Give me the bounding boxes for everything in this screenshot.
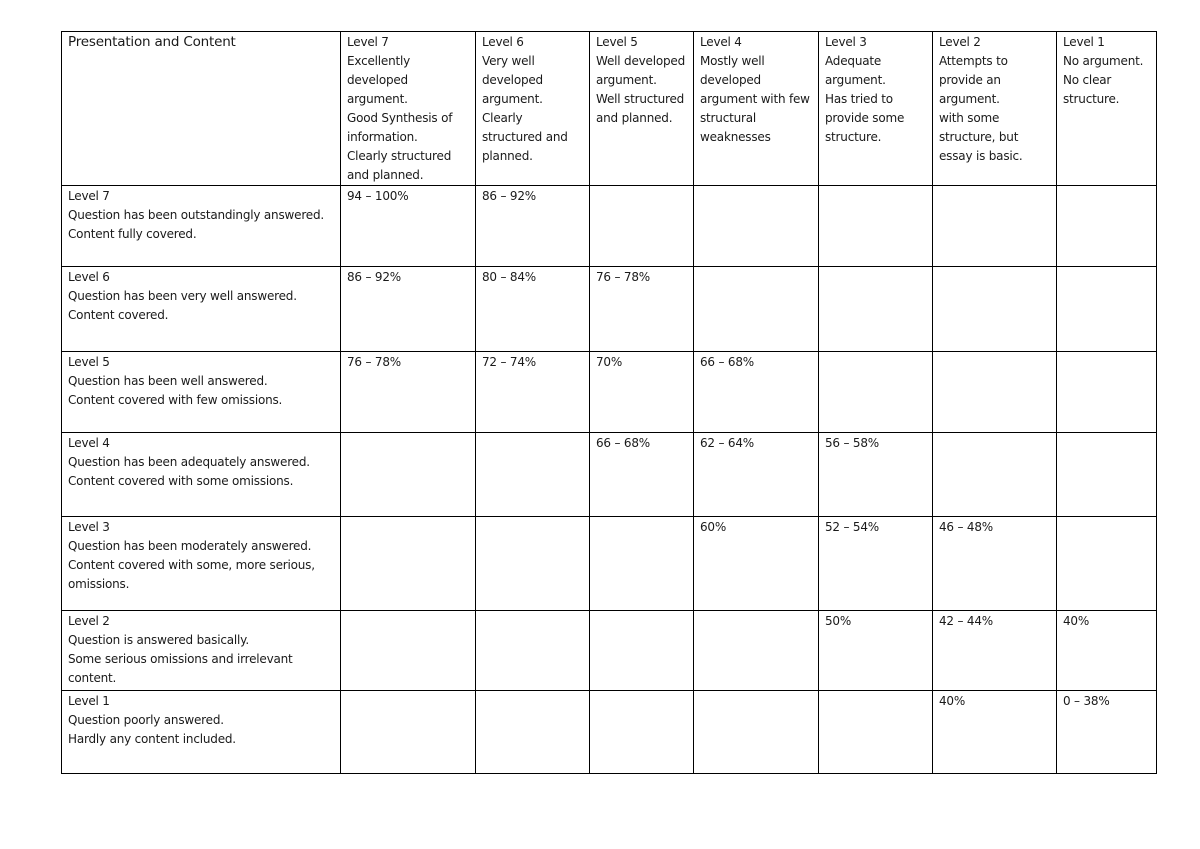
table-cell: 46 – 48%	[933, 517, 1057, 611]
table-cell	[1057, 186, 1157, 267]
row-header-level-5: Level 5 Question has been well answered. Content covered with few omissions.	[62, 352, 341, 433]
table-cell	[933, 186, 1057, 267]
table-cell	[933, 352, 1057, 433]
row-header-level-7: Level 7 Question has been outstandingly answered. Content fully covered.	[62, 186, 341, 267]
table-row	[62, 186, 1157, 267]
table-cell	[590, 186, 694, 267]
table-cell	[590, 611, 694, 691]
table-cell	[341, 517, 476, 611]
table-cell	[476, 611, 590, 691]
table-cell	[476, 517, 590, 611]
row-header-level-1: Level 1 Question poorly answered. Hardly any content included.	[62, 691, 341, 774]
column-header-level-7: Level 7 Excellently developed argument. Good Synthesis of information. Clearly structured and planned.	[341, 32, 476, 186]
column-header-level-4: Level 4 Mostly well developed argument with few structural weaknesses	[694, 32, 819, 186]
table-cell: 40%	[933, 691, 1057, 774]
table-cell: 76 – 78%	[590, 267, 694, 352]
column-header-level-3: Level 3 Adequate argument. Has tried to provide some structure.	[819, 32, 933, 186]
row-header-level-4: Level 4 Question has been adequately answered. Content covered with some omissions.	[62, 433, 341, 517]
table-cell	[1057, 267, 1157, 352]
table-cell	[694, 691, 819, 774]
table-cell	[819, 352, 933, 433]
table-cell	[694, 611, 819, 691]
header-row	[62, 32, 1157, 186]
row-header-level-6: Level 6 Question has been very well answered. Content covered.	[62, 267, 341, 352]
table-row	[62, 267, 1157, 352]
column-header-level-1: Level 1 No argument. No clear structure.	[1057, 32, 1157, 186]
corner-header: Presentation and Content	[62, 32, 341, 186]
row-header-level-3: Level 3 Question has been moderately answered. Content covered with some, more serious, omissions.	[62, 517, 341, 611]
table-cell: 66 – 68%	[694, 352, 819, 433]
table-row	[62, 352, 1157, 433]
table-cell: 52 – 54%	[819, 517, 933, 611]
table-cell	[819, 691, 933, 774]
table-cell	[1057, 433, 1157, 517]
column-header-level-5: Level 5 Well developed argument. Well structured and planned.	[590, 32, 694, 186]
table-cell: 62 – 64%	[694, 433, 819, 517]
table-cell	[1057, 517, 1157, 611]
row-header-level-2: Level 2 Question is answered basically. Some serious omissions and irrelevant content.	[62, 611, 341, 691]
table-cell: 72 – 74%	[476, 352, 590, 433]
table-row	[62, 611, 1157, 691]
table-row	[62, 517, 1157, 611]
table-cell: 80 – 84%	[476, 267, 590, 352]
table-cell	[694, 186, 819, 267]
table-cell	[819, 186, 933, 267]
table-cell: 42 – 44%	[933, 611, 1057, 691]
table-cell	[341, 433, 476, 517]
table-cell	[476, 433, 590, 517]
table-cell: 86 – 92%	[476, 186, 590, 267]
table-cell: 60%	[694, 517, 819, 611]
table-cell	[476, 691, 590, 774]
table-cell: 0 – 38%	[1057, 691, 1157, 774]
table-cell: 66 – 68%	[590, 433, 694, 517]
table-cell	[590, 517, 694, 611]
column-header-level-6: Level 6 Very well developed argument. Clearly structured and planned.	[476, 32, 590, 186]
table-cell	[933, 433, 1057, 517]
table-cell: 56 – 58%	[819, 433, 933, 517]
table-row	[62, 691, 1157, 774]
table-cell	[590, 691, 694, 774]
table-cell: 76 – 78%	[341, 352, 476, 433]
marking-rubric-table	[61, 31, 1157, 774]
table-cell	[341, 691, 476, 774]
table-cell	[694, 267, 819, 352]
table-row	[62, 433, 1157, 517]
table-cell	[819, 267, 933, 352]
table-cell: 86 – 92%	[341, 267, 476, 352]
table-cell: 50%	[819, 611, 933, 691]
table-cell: 94 – 100%	[341, 186, 476, 267]
table-cell	[1057, 352, 1157, 433]
table-cell	[341, 611, 476, 691]
table-cell: 70%	[590, 352, 694, 433]
table-cell: 40%	[1057, 611, 1157, 691]
column-header-level-2: Level 2 Attempts to provide an argument. with some structure, but essay is basic.	[933, 32, 1057, 186]
table-cell	[933, 267, 1057, 352]
